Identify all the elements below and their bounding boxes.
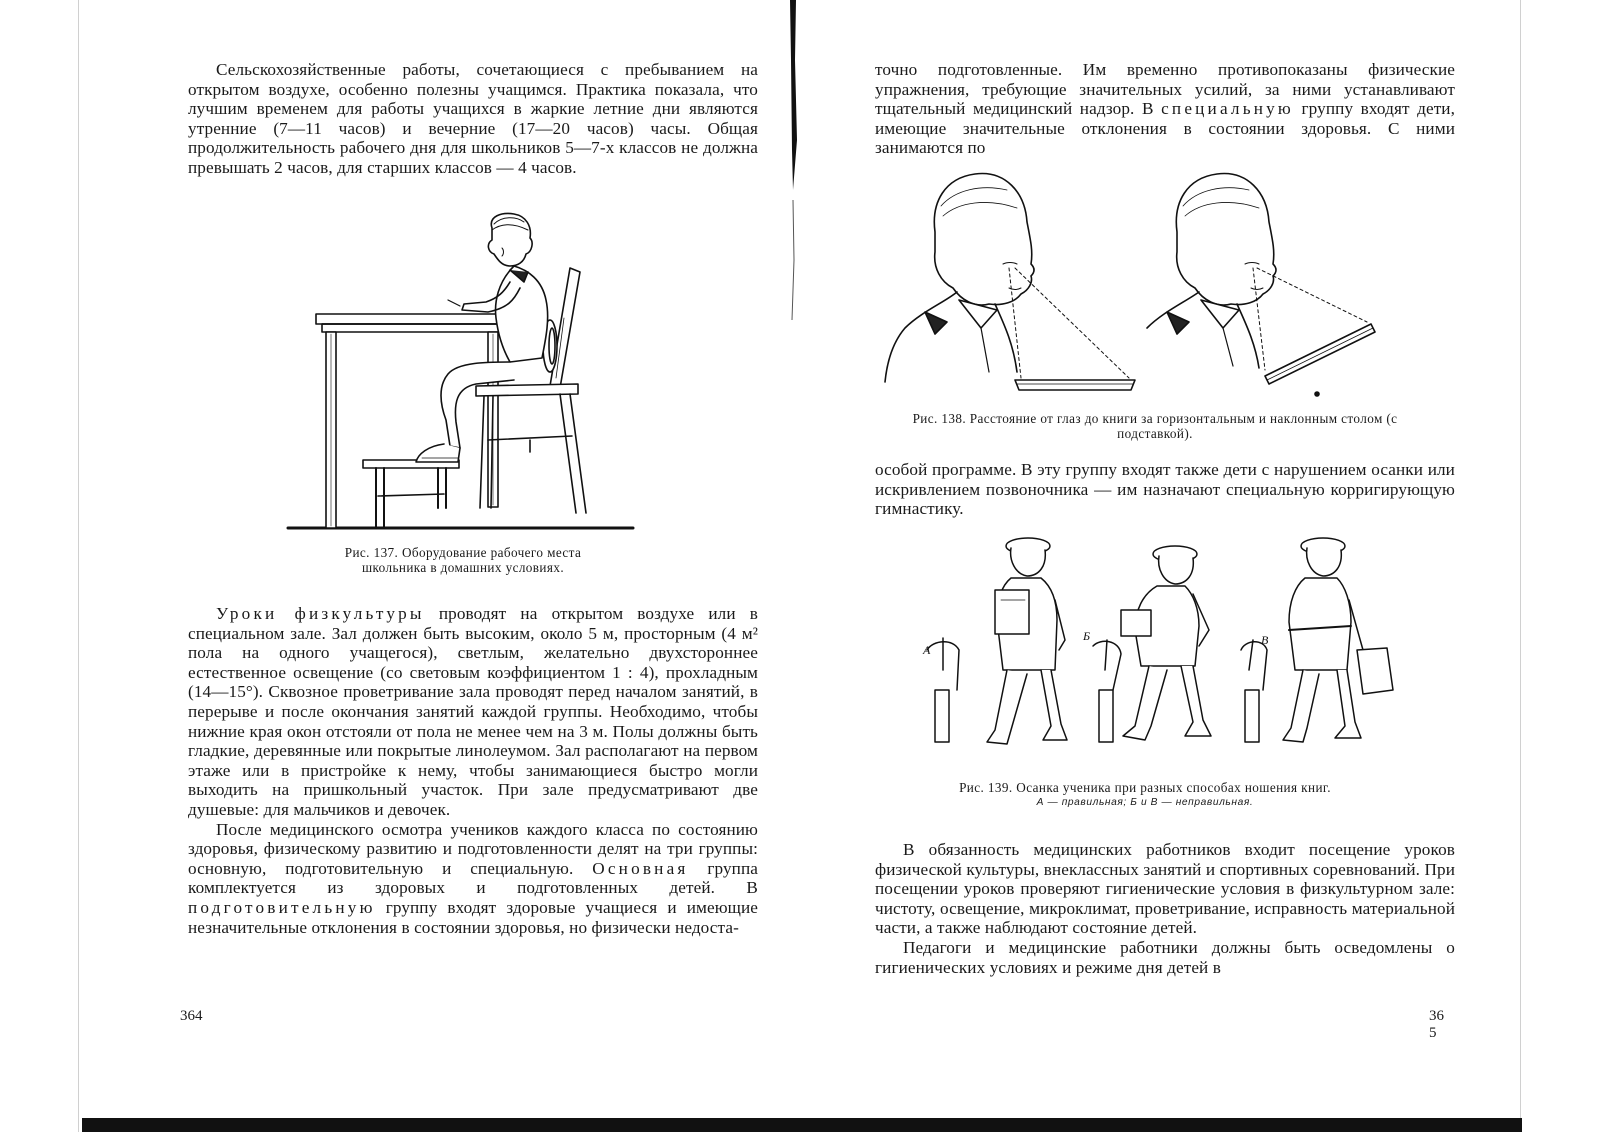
left-paragraph-agriculture	[188, 60, 758, 178]
figure-139-caption-text: Рис. 139. Осанка ученика при разных способах ношения книг.	[959, 780, 1331, 795]
page-edge-right	[1520, 0, 1521, 1132]
paragraph-text: точно подготовленные. Им временно противопоказаны физические упражнения, требующие значительных усилий, за ними устанавливают тщательный медицинский надзор. В	[875, 60, 1455, 119]
page-edge-left	[78, 0, 79, 1132]
paragraph-text: группу входят здоровые учащиеся и имеющие незначительные отклонения в состоянии здоровья, но физически недоста-	[188, 897, 759, 937]
spaced-emphasis: Основная	[592, 858, 689, 878]
paragraph-text: После медицинского осмотра учеников каждого класса по состоянию здоровья, физическому развитию и подготовленности делят на три группы: основную, подготовительную и специальную.	[188, 819, 758, 878]
paragraph-text: Сельскохозяйственные работы, сочетающиеся с пребыванием на открытом воздухе, особенно полезны учащимся. Практика показала, что лучшим временем для работы учащихся в жаркие летние дни являются утренние (7—11 часов) и вечерние (17—20 часов) часы. Общая продолжительность рабочего дня для школьников 5—7-х классов не должна превышать 2 часов, для старших классов — 4 часов.	[188, 60, 758, 177]
page-bottom-shadow	[82, 1118, 1522, 1132]
spaced-emphasis: специальную	[1161, 99, 1294, 119]
left-page	[180, 0, 759, 1110]
figure-139-caption-legend: А — правильная; Б и В — неправильная.	[1036, 797, 1254, 808]
right-paragraph-special-program	[875, 460, 1455, 519]
figure-138-caption-text: Рис. 138. Расстояние от глаз до книги за горизонтальным и наклонным столом (с подставкой).	[912, 411, 1398, 441]
paragraph-text: В обязанность медицинских работников входит посещение уроков физической культуры, внеклассных занятий и спортивных соревнований. При посещении уроков проверяют гигиенические условия в физкультурном зале: чистоту, освещение, микроклимат, проветривание, исправность материальной части, а также наблюдают состояние детей.	[875, 840, 1455, 938]
figure-138-caption	[885, 411, 1425, 441]
right-paragraph-continued	[875, 60, 1455, 158]
spaced-emphasis: Уроки физкультуры	[216, 604, 425, 623]
left-paragraph-physical-education	[188, 604, 758, 937]
posture-label-b: Б	[1083, 629, 1091, 643]
right-page-number: 36 5	[1429, 1008, 1444, 1041]
paragraph-text: группу входят дети, имеющие значительные отклонения в состоянии здоровья. С ними занимаются по	[875, 99, 1455, 158]
figure-137-student-desk	[288, 208, 648, 538]
figure-137-caption	[178, 545, 748, 575]
paragraph-text: группа комплектуется из здоровых и подготовленных детей. В	[188, 858, 758, 898]
figure-137-caption-line-2: школьника в домашних условиях.	[361, 560, 565, 575]
posture-label-v: В	[1261, 633, 1269, 647]
paragraph-text: проводят на открытом воздухе или в специальном зале. Зал должен быть высоким, около 5 м, просторным (4 м² пола на одного учащегося), светлым, желательно двухстороннее естественное освещение (со световым коэффициентом 1 : 4), прохладным (14—15°). Сквозное проветривание зала проводят перед началом занятий, в перерыве и после окончания занятий каждой группы. Необходимо, чтобы нижние края окон отстояли от пола не менее чем на 3 м. Полы должны быть гладкие, деревянные или покрытые линолеумом. Зал располагают на первом этаже или в пристройке к нему, чтобы занимающиеся быстро могли выходить на пришкольный участок. При зале предусматривают две душевые: для мальчиков и девочек.	[188, 604, 758, 819]
figure-137-caption-line-1: Рис. 137. Оборудование рабочего места	[344, 545, 582, 560]
figure-139-caption	[905, 780, 1385, 810]
binding-gutter	[787, 0, 801, 1132]
paragraph-text: Педагоги и медицинские работники должны быть осведомлены о гигиенических условиях и режиме дня детей в	[875, 937, 1455, 977]
posture-label-a: А	[923, 643, 931, 657]
spaced-emphasis: подготовительную	[188, 897, 376, 917]
right-paragraph-medical-staff	[875, 840, 1455, 977]
figure-139-posture	[923, 530, 1403, 760]
figure-138-reading-distance	[885, 172, 1385, 402]
right-page	[875, 0, 1455, 1110]
paragraph-text: особой программе. В эту группу входят также дети с нарушением осанки или искривлением позвоночника — им назначают специальную корригирующую гимнастику.	[875, 460, 1455, 519]
left-page-number: 364	[180, 1008, 203, 1024]
